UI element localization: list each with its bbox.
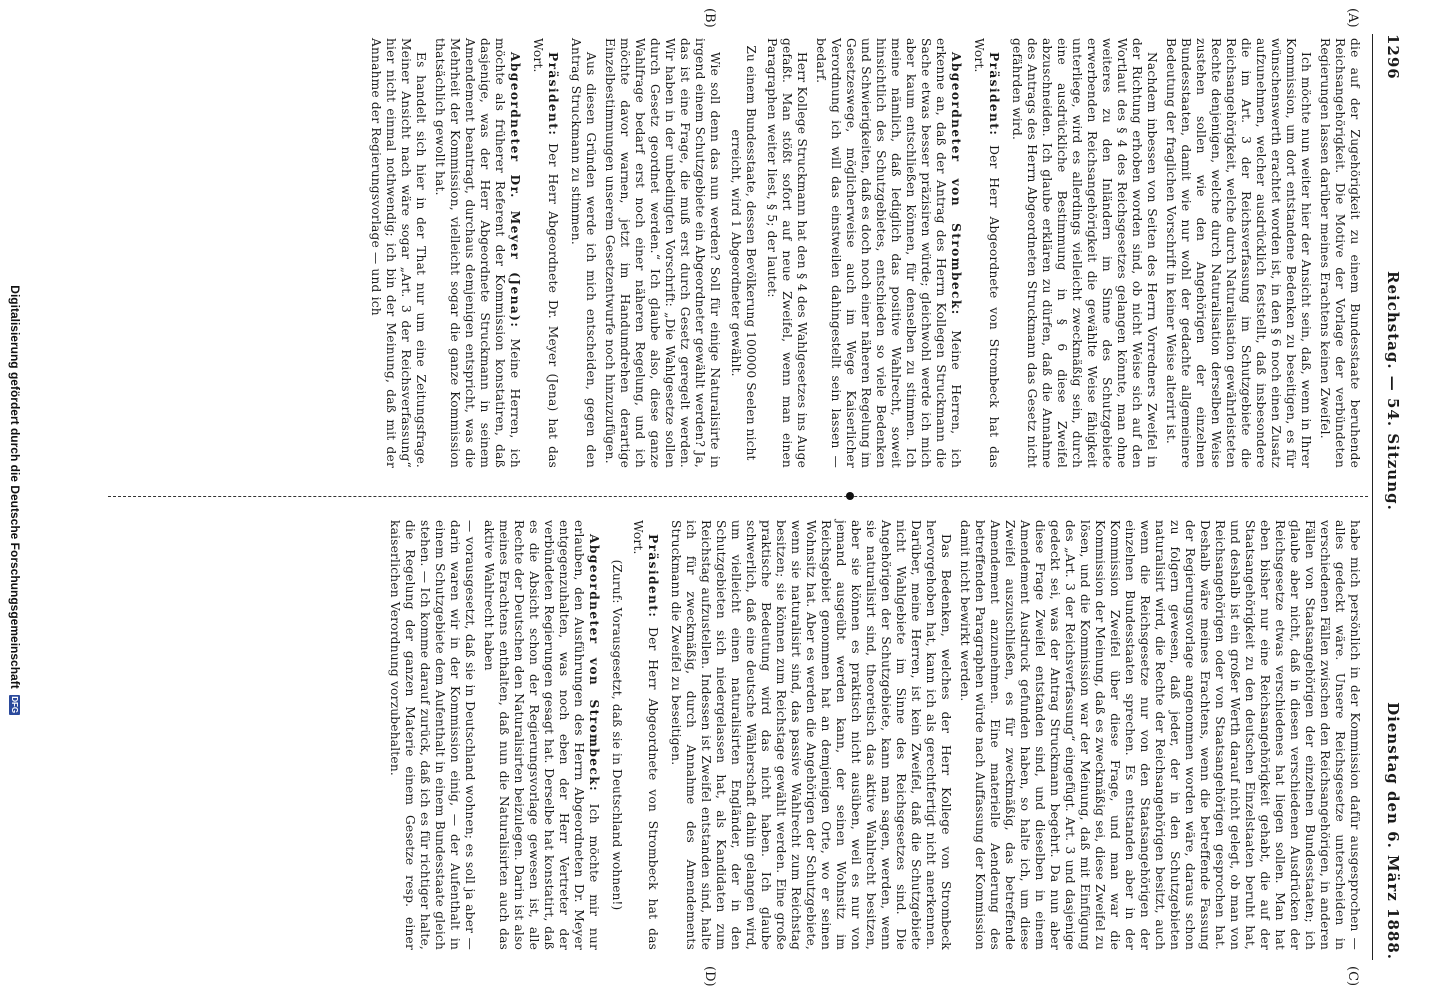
margin-mark-b: (B)	[702, 8, 717, 28]
speaker-text: Der Herr Abgeordnete von Strombeck hat das Wort.	[972, 38, 1001, 468]
margin-mark-c: (C)	[1345, 966, 1360, 987]
speaker-text: Meine Herren, ich möchte als früherer Referent der Kommission konstatiren, daß dasjenige, was der Herr Abgeordnete Struckmann in seinem Amendement beantragt, durchaus demjenigen entspricht, was die Mehrheit der Kommission, vielleicht sogar die ganze Kommission thatsächlich gewollt hat.	[433, 38, 522, 468]
left-column	[364, 38, 1362, 468]
speaker-block	[481, 520, 601, 950]
right-column	[383, 520, 1362, 950]
speaker-name: Präsident:	[987, 52, 1001, 137]
paragraph: Nachdem inbessen von Seiten des Herrn Vorredners Zweifel in der Richtung erhoben worden sind, ob nicht Weise sich auf den Wortlaut des § 4 des Reichsgesetzes gelangen könnte, man ohne weiteres zu den Inländern im Sinne des Schutzgebiete erwerbenden Reichsangehörigkeit die gewählte Weise fähigkeit unterliege, wird es allerdings vielleicht zweckmäßig sein, durch eine ausdrückliche Bestimmung in § 6 diese Zweifel abzuschneiden. Ich glaube erklären zu dürfen, daß die Annahme des Antrags des Herrn Abgeordneten Struckmann das Gesetz nicht gefährden wird.	[1010, 38, 1159, 468]
page-number: 1296	[1384, 34, 1402, 80]
footer-text: Digitalisierung gefördert durch die Deutsche Forschungsgemeinschaft	[8, 285, 22, 689]
page-header	[1378, 34, 1408, 960]
speaker-text: Ich möchte mir nur erlauben, den Ausführungen des Herrn Abgeordneten Dr. Meyer entgegenzuhalten, was noch eben der Herr Vertreter der verbündeten Regierungen gesagt hat. Derselbe hat konstatirt, daß es die Absicht schon der Regierungsvorlage gewesen ist, alle Rechte der Deutschen den Naturalisirten beizulegen. Darin ist also meines Erachtens enthalten, daß nun die Naturalisirten auch das aktive Wahlrecht haben	[482, 520, 601, 950]
speaker-block	[971, 38, 1001, 468]
speaker-name: Abgeordneter von Strombeck:	[949, 52, 963, 316]
paragraph: habe mich persönlich in der Kommission dafür ausgesprochen — alles gedeckt wäre. Unsere Reichsgesetze unterscheiden in verschiedenen Fällen zwischen den Reichsangehörigen, in anderen Fällen von Staatsangehörigen der einzelnen Bundesstaaten; ich glaube aber nicht, daß in diesen verschiedenen Ausdrücken der Reichsgesetze etwas verschiedenes hat liegen sollen. Man hat eben bisher nur eine Reichsangehörigkeit gehabt, die auf der Staatsangehörigkeit zu den deutschen Einzelstaaten beruht hat, und deshalb ist ein großer Werth darauf nicht gelegt, ob man von Reichsangehörigen oder von Staatsangehörigen gesprochen hat. Deshalb wäre meines Erachtens, wenn die betreffende Fassung der Regierungsvorlage angenommen worden wäre, daraus schon zu folgern gewesen, daß jeder, der in den Schutzgebieten naturalisirt wird, die Rechte der Reichsangehörigen besitzt, auch wenn die Reichsgesetze nur von den Staatsangehörigen der einzelnen Bundesstaaten sprechen. Es entstanden aber in der Kommission Zweifel über diese Frage, und man war die Kommission der Meinung, daß es zweckmäßig sei, diese Zweifel zu lösen, und die Kommission war der Meinung, daß mit Einfügung des „Art. 3 der Reichsverfassung“ eingefügt. Art. 3 und dasjenige gedeckt sei, was der Antrag Struckmann begehrt. Da nun aber diese Frage Zweifel entstanden sind, und dieselben in einem Amendement Ausdruck gefunden haben, so halte ich, um diese Zweifel auszuschließen, es für zweckmäßig, das betreffende Amendement anzunehmen. Eine materielle Aenderung des betreffenden Paragraphen würde nach Auffassung der Kommission damit nicht bewirkt werden.	[958, 520, 1362, 950]
paragraph: Herr Kollege Struckmann hat den § 4 des Wahlgesetzes ins Auge gefaßt. Man stößt sofort auf neue Zweifel, wenn man einen Paragraphen weiter liest, § 5; der lautet:	[765, 38, 809, 468]
header-date: Dienstag den 6. März 1888.	[1384, 702, 1402, 960]
divider-dot	[846, 492, 854, 500]
speaker-text: Meine Herren, ich erkenne an, daß der Antrag des Herrn Kollegen Struckmann die Sache etwas besser präzisiren würde; gleichwohl werde ich mich aber kaum entschließen können, für denselben zu stimmen. Ich meine nämlich, daß lediglich das positive Wahlrecht, soweit hinsichtlich des Schutzgebietes, entschieden so viele Bedenken und Schwierigkeiten, daß es doch noch einer näheren Regelung im Gesetzeswege, möglicherweise auch im Wege Kaiserlicher Verordnung ich will das einstweilen dahingestellt sein lassen — bedarf.	[814, 38, 963, 468]
header-rule	[1372, 34, 1373, 960]
speaker-name: Abgeordneter Dr. Meyer (Jena):	[508, 52, 522, 329]
paragraph: Das Bedenken, welches der Herr Kollege von Strombeck hervorgehoben hat, kann ich als gerechtfertigt nicht anerkennen. Darüber, meine Herren, ist kein Zweifel, daß die Schutzgebiete nicht Wahlgebiete im Sinne des Reichsgesetzes sind. Die Angehörigen der Schutzgebiete, kann man sagen, werden, wenn sie naturalisirt sind, theoretisch das aktive Wahlrecht besitzen, aber sie können es praktisch nicht ausüben, weil es nur von jemand ausgeübt werden kann, der seinen Wohnsitz im Reichsgebiet genommen hat an demjenigen Orte, wo er seinen Wohnsitz hat. Aber es werden die Angehörigen der Schutzgebiete, wenn sie naturalisirt sind, das passive Wahlrecht zum Reichstag besitzen; sie können zum Reichstage gewählt werden. Eine große praktische Bedeutung wird das nicht haben. Ich glaube schwerlich, daß eine deutsche Wählerschaft dahin gelangen wird, um vielleicht einen naturalisirten Engländer, der in den Schutzgebieten sich niedergelassen hat, als Kandidaten zum Reichstag aufzustellen. Indessen ist Zweifel entstanden sind, halte ich für zweckmäßig, durch Annahme des Amendements Struckmann die Zweifel zu beseitigen.	[669, 520, 953, 950]
speaker-block	[813, 38, 963, 468]
speaker-name: Präsident:	[546, 52, 560, 137]
paragraph: Ich möchte nun weiter hier der Ansicht sein, daß, wenn in Ihrer Kommission, um dort entstandene Bedenken zu beseitigen, es für wünschenswerth erachtet worden ist, in den § 6 noch einen Zusatz aufzunehmen, welcher ausdrücklich feststellt, daß insbesondere die im Art. 3 der Reichsverfassung im Schutzgebiete die Reichsangehörigkeit, welche durch Naturalisation gewährleisteten Rechte denjenigen, welche durch Naturalisation derselben Weise zustehen sollen wie den Angehörigen der einzelnen Bundesstaaten, damit wie nur wohl der gedachte allgemeinere Bedeutung der fraglichen Vorschrift in keiner Weise alterirt ist.	[1164, 38, 1313, 468]
margin-mark-a: (A)	[1345, 8, 1360, 28]
speaker-name: Abgeordneter von Strombeck:	[587, 534, 601, 792]
paragraph: die auf der Zugehörigkeit zu einem Bundesstaate beruhende Reichsangehörigkeit. Die Motive der Vorlage der verbündeten Regierungen lassen darüber meines Erachtens keinen Zweifel.	[1318, 38, 1362, 468]
paragraph: Es handelt sich hier in der That nur um eine Zeitungsfrage. Meiner Ansicht nach wäre sogar „Art. 3 der Reichsverfassung“ hier nicht einmal nothwendig; ich bin der Meinung, daß mit der Annahme der Regierungsvorlage — und ich	[369, 38, 428, 468]
column-divider	[108, 496, 1368, 497]
interjection: (Zuruf: Vorausgesetzt, daß sie in Deutschland wohnen!)	[610, 559, 624, 911]
header-title: Reichstag. — 54. Sitzung.	[1384, 271, 1402, 511]
quoted-law: Zu einem Bundesstaate, dessen Bevölkerung 100000 Seelen nicht erreicht, wird 1 Abgeordneter gewählt.	[729, 45, 758, 461]
paragraph: Wie soll denn das nun werden? Soll für einige Naturalisirte in irgend einem Schutzgebiete ein Abgeordneter gewählt werden? Ja, das ist eine Frage, die muß erst durch Gesetz geregelt werden. Wir haben in der unbedingten Vorschrift: „Die Wahlgesetze sollen durch Gesetz geordnet werden.“ Ich glaube also, diese ganze Wahlfrage bedarf erst noch einer näheren Regelung, und ich möchte davor warnen, jetzt im Handumdrehen derartige Einzelbestimmungen unserem Gesetzentwurfe noch hinzuzufügen.	[603, 38, 722, 468]
speaker-name: Präsident:	[646, 534, 660, 619]
speaker-text: Der Herr Abgeordnete Dr. Meyer (Jena) hat das Wort.	[531, 38, 560, 469]
speaker-text: Der Herr Abgeordnete von Strombeck hat das Wort.	[631, 520, 660, 950]
digitization-footer	[4, 0, 26, 1000]
margin-mark-d: (D)	[702, 966, 717, 987]
paragraph: Aus diesen Gründen werde ich mich entscheiden, gegen den Antrag Struckmann zu stimmen.	[569, 38, 598, 468]
speaker-block	[432, 38, 522, 468]
paragraph: — vorausgesetzt, daß sie in Deutschland wohnen; es soll ja aber — darin waren wir in der Kommission einig, — der Aufenthalt in einem Schutzgebiete dem Aufenthalt in einem Bundesstaate gleich stehen. — Ich komme darauf zurück, daß ich es für richtiger halte, die Regelung der ganzen Materie einem Gesetze resp. einer kaiserlichen Verordnung vorzubehalten.	[388, 520, 477, 950]
speaker-block	[530, 38, 560, 468]
speaker-block	[630, 520, 660, 950]
dfg-logo-icon: DFG	[10, 696, 20, 714]
